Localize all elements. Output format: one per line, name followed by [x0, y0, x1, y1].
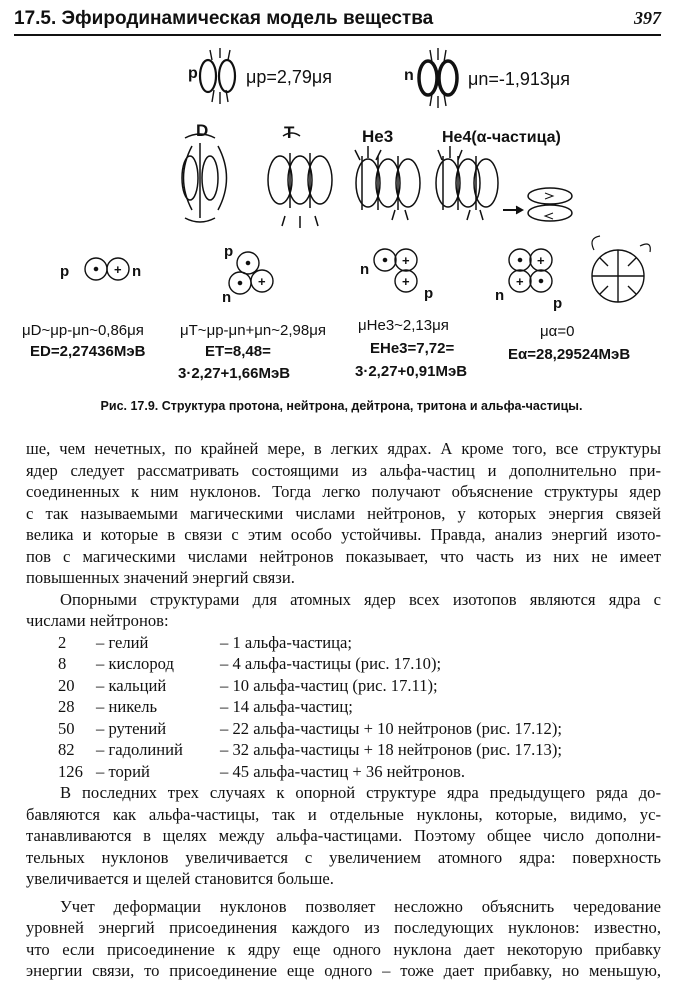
text-line: повышенных значений энергий связи.: [26, 568, 295, 587]
helium3-p: p: [424, 285, 434, 302]
list-item: [26, 718, 661, 740]
neutron-number: 28: [58, 697, 75, 716]
svg-text:+: +: [537, 253, 545, 268]
helium3-n: n: [360, 261, 370, 278]
text-line: танавливаются в щелях между альфа-частицами. Поэтому общее число дополни-: [26, 826, 661, 845]
proton-moment: μp=2,79μя: [246, 67, 333, 87]
alpha-p: p: [553, 295, 563, 312]
text-line: ше, чем нечетных, по крайней мере, в легких ядрах. А кроме того, все структуры: [26, 439, 661, 458]
triton-energy-line2: 3·2,27+1,66МэВ: [178, 365, 291, 382]
triton-moment: μT~μp-μn+μn~2,98μя: [180, 322, 326, 339]
triton-field-illustration: [268, 133, 332, 228]
deuteron-nucleons: [85, 258, 129, 280]
triton-energy-line1: ET=8,48=: [205, 343, 271, 360]
neutron-number: 8: [58, 654, 67, 673]
neutron-number: 2: [58, 632, 67, 652]
text-line: соединенных к ним нуклонов. Тогда легко получают объяснение структуры ядер: [26, 482, 661, 501]
helium3-symbol: He3: [362, 127, 394, 146]
text-line: тельных нуклонов увеличивается с увеличением атомного ядра: поверхность: [26, 847, 661, 867]
neutron-label: n: [404, 67, 414, 84]
helium3-energy-line1: EHe3=7,72=: [370, 340, 455, 357]
helium4-field-illustration: [436, 146, 572, 221]
element-name: – гелий: [96, 632, 149, 652]
element-name: – кальций: [96, 675, 167, 695]
deuteron-p: p: [60, 263, 70, 280]
deuteron-symbol: D: [196, 121, 209, 140]
body-text: [26, 438, 661, 982]
svg-text:+: +: [114, 262, 122, 277]
element-name: – никель: [96, 697, 158, 716]
figure-caption: Рис. 17.9. Структура протона, нейтрона, дейтрона, тритона и альфа-частицы.: [100, 399, 583, 413]
text-line: ядер следует рассматривать состоящими из альфа-частиц и дополнительно при-: [26, 460, 661, 480]
text-line: пов с магическими числами нейтронов показывает, что часть из них не имеет: [26, 546, 661, 566]
svg-text:+: +: [402, 274, 410, 289]
element-description: – 14 альфа-частиц;: [220, 697, 353, 716]
element-description: – 10 альфа-частиц (рис. 17.11);: [220, 675, 438, 695]
alpha-energy: Eα=28,29524МэВ: [508, 346, 631, 363]
helium3-field-illustration: [355, 146, 420, 220]
element-description: – 1 альфа-частица;: [220, 632, 352, 652]
deuteron-n: n: [132, 263, 142, 280]
section-title: 17.5. Эфиродинамическая модель вещества: [14, 8, 434, 29]
element-name: – торий: [96, 761, 150, 781]
element-description: – 45 альфа-частиц + 36 нейтронов.: [220, 761, 466, 781]
list-item: [26, 653, 661, 675]
deuteron-moment: μD~μp-μn~0,86μя: [22, 322, 144, 339]
alpha-nucleons: [509, 236, 650, 302]
neutron-number: 82: [58, 740, 75, 759]
figure-17-9: [0, 38, 683, 388]
element-description: – 32 альфа-частицы + 18 нейтронов (рис. 17.13);: [220, 740, 562, 759]
text-line: увеличивается и щелей становится больше.: [26, 869, 334, 888]
page-number: 397: [634, 8, 661, 28]
nucleon-structure-diagram: [0, 38, 683, 388]
element-name: – гадолиний: [96, 740, 183, 759]
text-line: энергии связи, то присоединение еще одного – тоже дает прибавку, но меньшую,: [26, 961, 661, 980]
text-line: бавляются как альфа-частицы, так и отдельные нуклоны, которые, видимо, ус-: [26, 804, 661, 824]
text-line: что если присоединение к ядру еще одного нуклона дает некоторую прибавку: [26, 939, 661, 959]
deuteron-energy: ED=2,27436МэВ: [30, 343, 146, 360]
deuteron-field-illustration: [182, 134, 227, 222]
triton-p: p: [224, 243, 234, 260]
element-name: – рутений: [96, 718, 167, 738]
text-line: числами нейтронов:: [26, 611, 169, 630]
svg-text:+: +: [402, 253, 410, 268]
list-item: [26, 739, 661, 761]
proton-label: p: [188, 65, 198, 82]
helium3-nucleons: [374, 249, 417, 292]
text-line: с так называемыми магическими числами нейтронов, у которых энергия связей: [26, 503, 661, 523]
text-line: велика и которые в связи с этим особо устойчивы. Правда, анализ энергий изото-: [26, 525, 661, 544]
magic-numbers-list: [26, 632, 661, 783]
svg-text:+: +: [258, 274, 266, 289]
helium3-moment: μHe3~2,13μя: [358, 317, 449, 334]
element-description: – 22 альфа-частицы + 10 нейтронов (рис. 17.12);: [220, 718, 562, 738]
text-line: уровней энергий присоединения каждого из последующих нуклонов: известно,: [26, 918, 661, 937]
svg-text:+: +: [516, 274, 524, 289]
neutron-number: 20: [58, 675, 75, 695]
triton-n: n: [222, 289, 232, 306]
alpha-moment: μα=0: [540, 323, 575, 340]
neutron-number: 50: [58, 718, 75, 738]
helium4-symbol: He4(α-частица): [442, 129, 561, 146]
text-line: В последних трех случаях к опорной структуре ядра предыдущего ряда до-: [60, 783, 661, 802]
text-line: Опорными структурами для атомных ядер всех изотопов являются ядра с: [60, 589, 661, 609]
list-item: [26, 632, 661, 654]
neutron-torus-illustration: [419, 48, 457, 108]
proton-torus-illustration: [200, 48, 235, 104]
element-name: – кислород: [96, 654, 174, 673]
triton-symbol: T: [284, 123, 295, 142]
list-item: [26, 696, 661, 718]
neutron-moment: μn=-1,913μя: [468, 69, 571, 89]
element-description: – 4 альфа-частицы (рис. 17.10);: [220, 654, 442, 673]
neutron-number: 126: [58, 761, 83, 781]
helium3-energy-line2: 3·2,27+0,91МэВ: [355, 363, 468, 380]
running-header: [14, 8, 661, 36]
triton-nucleons: [229, 252, 273, 294]
list-item: [26, 761, 661, 783]
list-item: [26, 675, 661, 697]
alpha-n: n: [495, 287, 505, 304]
text-line: Учет деформации нуклонов позволяет несложно объяснить чередование: [60, 896, 661, 916]
